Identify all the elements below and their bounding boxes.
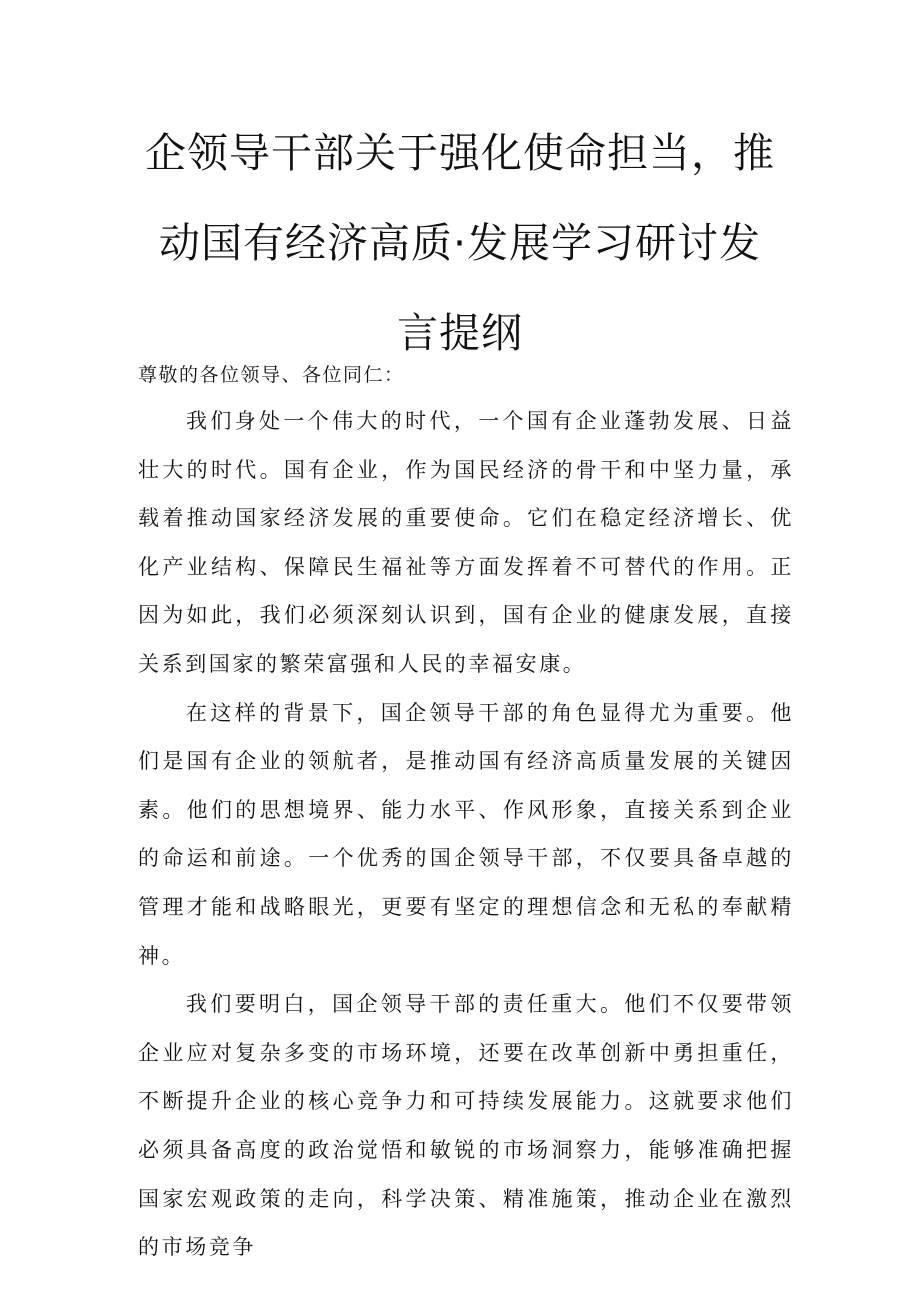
document-title — [130, 108, 790, 378]
title-line-2: 动国有经济高质·发展学习研讨发 — [158, 219, 762, 267]
title-line-3: 言提纲 — [397, 309, 523, 357]
title-line-1: 企领导干部关于强化使命担当，推 — [145, 129, 775, 177]
salutation: 尊敬的各位领导、各位同仁： — [138, 364, 405, 386]
paragraph-1: 我们身处一个伟大的时代，一个国有企业蓬勃发展、日益壮大的时代。国有企业，作为国民经济的骨干和中坚力量，承载着推动国家经济发展的重要使命。它们在稳定经济增长、优化产业结构、保障民生福祉等方面发挥着不可替代的作用。正因为如此，我们必须深刻认识到，国有企业的健康发展，直接关系到国家的繁荣富强和人民的幸福安康。 — [138, 409, 794, 676]
paragraph-2: 在这样的背景下，国企领导干部的角色显得尤为重要。他们是国有企业的领航者，是推动国有经济高质量发展的关键因素。他们的思想境界、能力水平、作风形象，直接关系到企业的命运和前途。一个优秀的国企领导干部，不仅要具备卓越的管理才能和战略眼光，更要有坚定的理想信念和无私的奉献精神。 — [138, 700, 794, 968]
document-body — [138, 355, 794, 1272]
paragraph-3: 我们要明白，国企领导干部的责任重大。他们不仅要带领企业应对复杂多变的市场环境，还要在改革创新中勇担重任，不断提升企业的核心竞争力和可持续发展能力。这就要求他们必须具备高度的政治觉悟和敏锐的市场洞察力，能够准确把握国家宏观政策的走向，科学决策、精准施策，推动企业在激烈的市场竞争 — [138, 992, 794, 1260]
